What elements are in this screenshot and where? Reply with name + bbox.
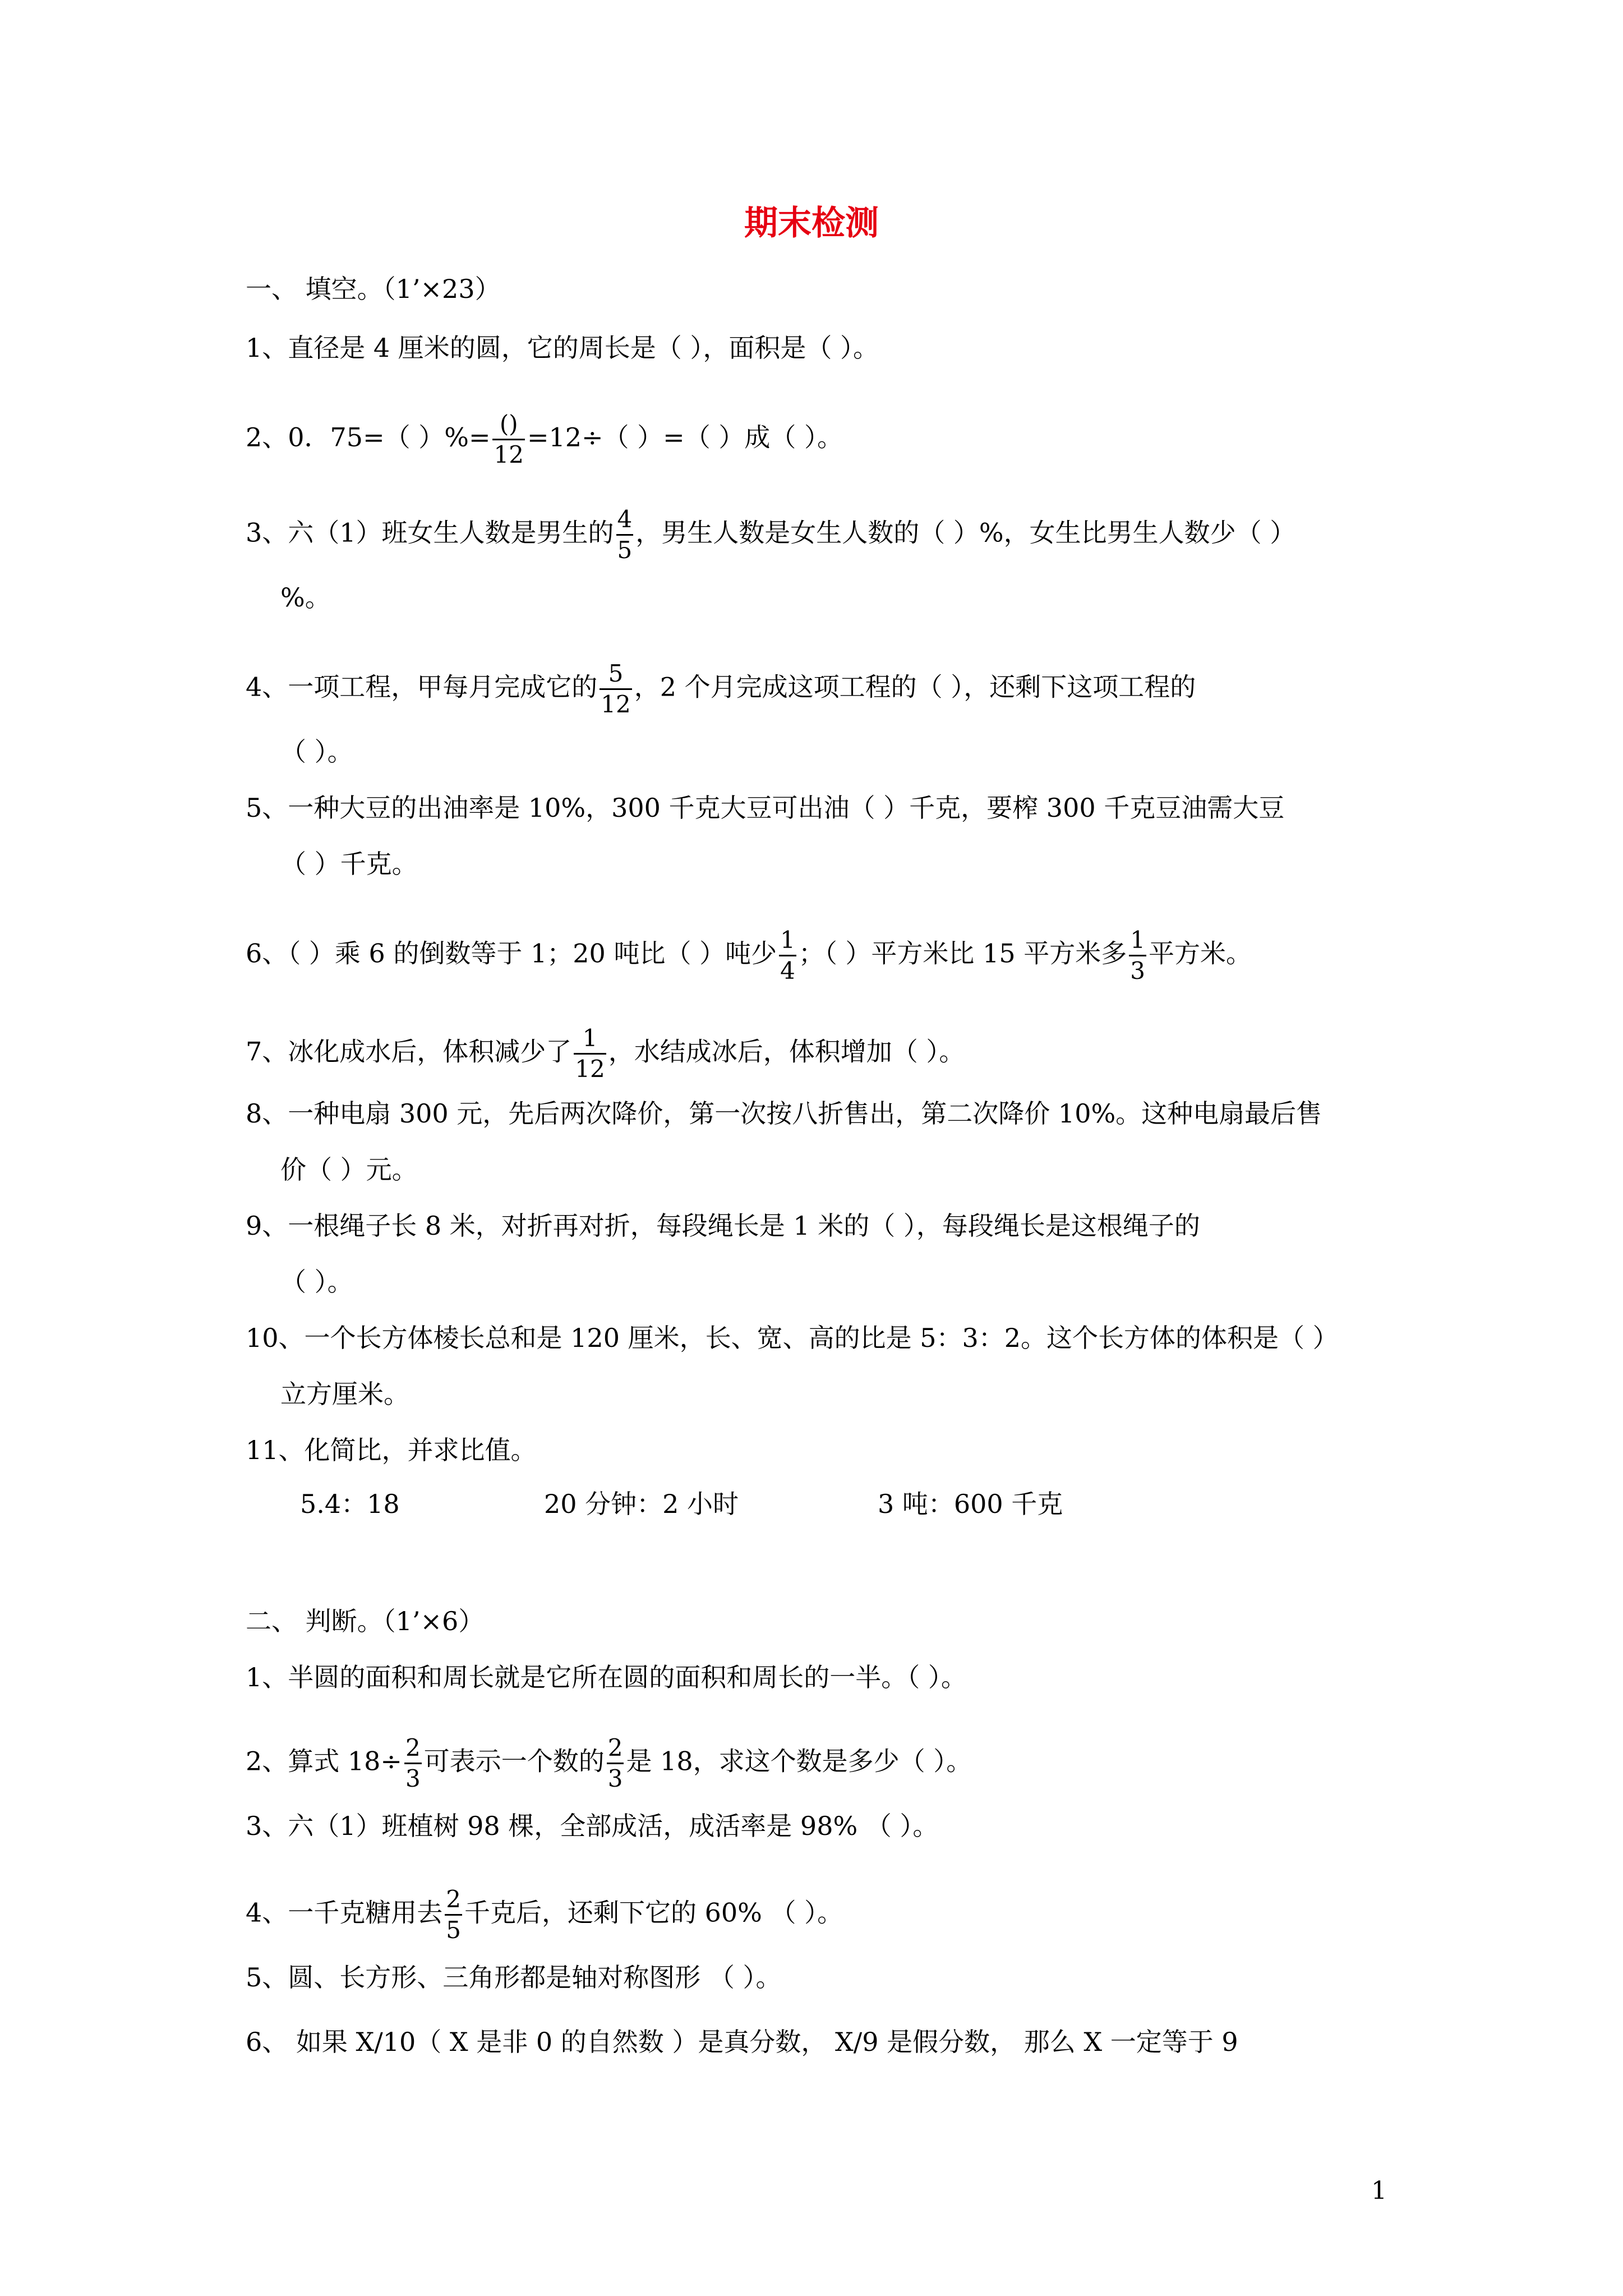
question-1-11: 11、化简比，并求比值。 [246, 1435, 537, 1465]
question-1-7: 7、冰化成水后，体积减少了 $\frac{1}{12}$ ，水结成冰后，体积增加（ ）。 [246, 1024, 965, 1083]
ratio-item: 3 吨：600 千克 [878, 1489, 1063, 1519]
question-2-5: 5、圆、长方形、三角形都是轴对称图形 （ ）。 [246, 1962, 782, 1993]
question-2-6: 6、 如果 X/10（ X 是非 0 的自然数 ）是真分数， X/9 是假分数， 那么 X 一定等于 9 [246, 2027, 1238, 2057]
question-1-2: 2、0．75=（ ）%= $\frac{()}{12}$ =12÷（ ）=（ ）成（ ）。 [246, 410, 843, 468]
section2-heading: 二、 判断。（1’×6） [246, 1606, 485, 1636]
fraction: $\frac{1}{12}$ [575, 1024, 605, 1083]
question-2-4: 4、一千克糖用去 $\frac{2}{5}$ 千克后，还剩下它的 60% （ ）。 [246, 1885, 843, 1944]
question-1-9: 9、一根绳子长 8 米，对折再对折，每段绳长是 1 米的（ ），每段绳长是这根绳子的 [246, 1211, 1200, 1241]
question-1-9-cont: （ ）。 [280, 1267, 353, 1297]
page-title: 期末检测 [744, 204, 879, 243]
question-1-10-cont: 立方厘米。 [280, 1379, 409, 1409]
question-1-3-cont: %。 [280, 582, 331, 613]
question-1-1: 1、直径是 4 厘米的圆，它的周长是（ ），面积是（ ）。 [246, 333, 879, 363]
question-1-8: 8、一种电扇 300 元，先后两次降价，第一次按八折售出，第二次降价 10%。这种电扇最后售 [246, 1098, 1322, 1129]
fraction: $\frac{2}{3}$ [405, 1734, 421, 1792]
question-2-1: 1、半圆的面积和周长就是它所在圆的面积和周长的一半。（ ）。 [246, 1662, 967, 1692]
question-1-10: 10、一个长方体棱长总和是 120 厘米，长、宽、高的比是 5：3：2。这个长方体的体积是（ ） [246, 1323, 1339, 1353]
question-2-3: 3、六（1）班植树 98 棵，全部成活，成活率是 98% （ ）。 [246, 1811, 939, 1841]
section1-heading: 一、 填空。（1’×23） [246, 274, 501, 304]
question-1-5-cont: （ ）千克。 [280, 849, 418, 879]
question-1-8-cont: 价（ ）元。 [280, 1154, 418, 1185]
question-2-2: 2、算式 18÷ $\frac{2}{3}$ 可表示一个数的 $\frac{2}{3}$ 是 18，求这个数是多少（ ）。 [246, 1734, 972, 1792]
fraction: $\frac{1}{4}$ [780, 926, 795, 984]
ratio-item: 5.4：18 [300, 1489, 400, 1519]
ratio-item: 20 分钟：2 小时 [544, 1489, 739, 1519]
question-1-3: 3、六（1）班女生人数是男生的 $\frac{4}{5}$ ，男生人数是女生人数的（ ）%，女生比男生人数少（ ） [246, 505, 1296, 564]
fraction: $\frac{2}{5}$ [446, 1885, 462, 1944]
question-1-4: 4、一项工程，甲每月完成它的 $\frac{5}{12}$ ，2 个月完成这项工程的（ ），还剩下这项工程的 [246, 660, 1196, 718]
fraction: $\frac{1}{3}$ [1130, 926, 1145, 984]
fraction: $\frac{5}{12}$ [601, 660, 631, 718]
fraction: $\frac{()}{12}$ [494, 410, 524, 468]
page-number: 1 [1371, 2177, 1387, 2205]
fraction: $\frac{2}{3}$ [607, 1734, 623, 1792]
question-1-6: 6、（ ）乘 6 的倒数等于 1；20 吨比（ ）吨少 $\frac{1}{4}$ ；（ ）平方米比 15 平方米多 $\frac{1}{3}$ 平方米。 [246, 926, 1252, 984]
fraction: $\frac{4}{5}$ [617, 505, 633, 564]
question-1-4-cont: （ ）。 [280, 737, 353, 767]
question-1-5: 5、一种大豆的出油率是 10%，300 千克大豆可出油（ ）千克，要榨 300 千克豆油需大豆 [246, 793, 1285, 823]
